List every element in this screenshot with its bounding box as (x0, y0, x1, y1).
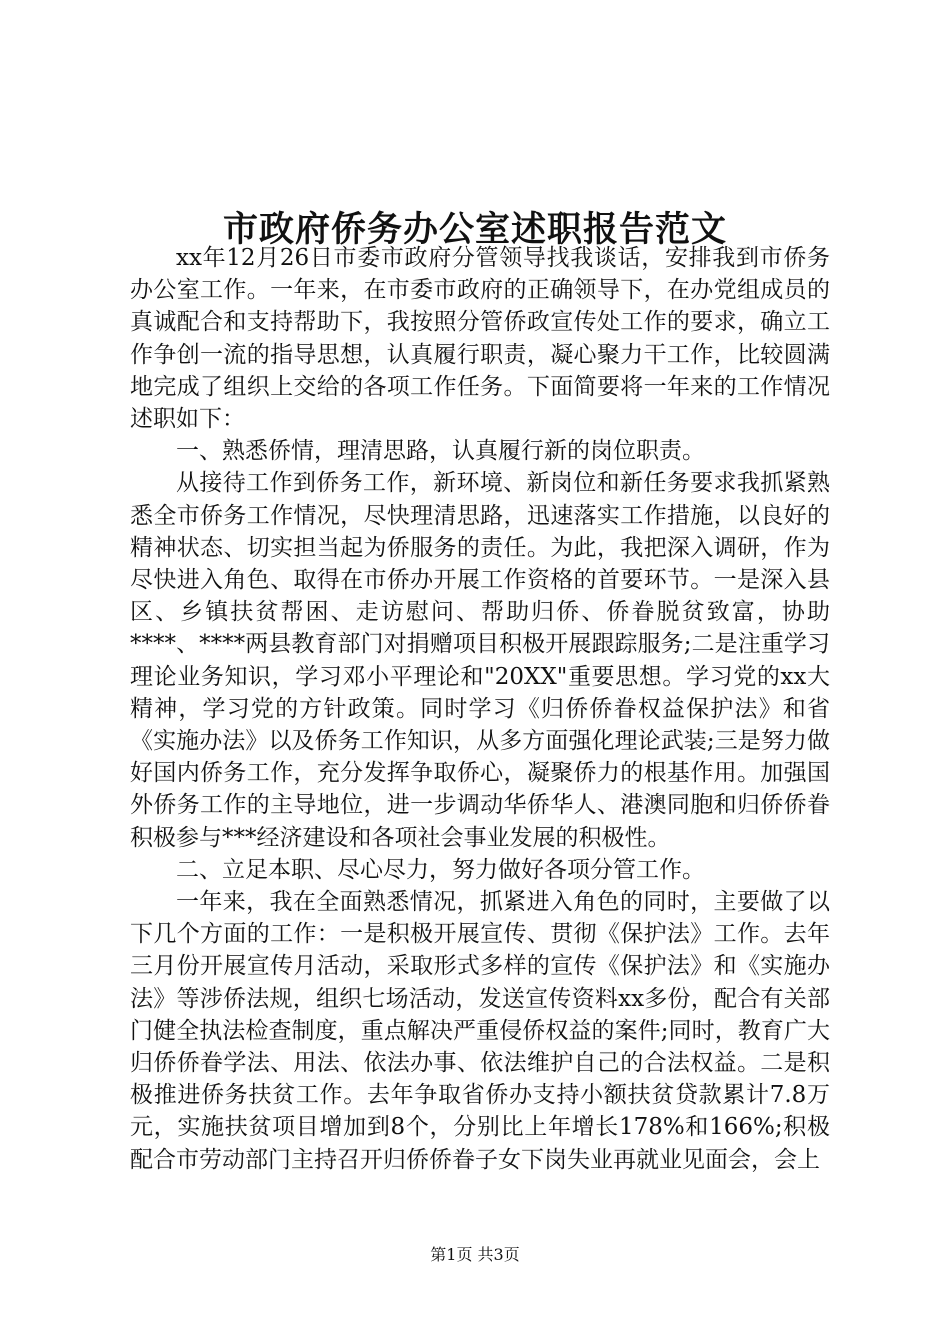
document-title: 市政府侨务办公室述职报告范文 (222, 209, 727, 251)
paragraph-section-1: 从接待工作到侨务工作，新环境、新岗位和新任务要求我抓紧熟悉全市侨务工作情况，尽快理清思路，迅速落实工作措施，以良好的精神状态、切实担当起为侨服务的责任。为此，我把深入调研，作为尽快进入角色、取得在市侨办开展工作资格的首要环节。一是深入县区、乡镇扶贫帮困、走访慰问、帮助归侨、侨眷脱贫致富，协助****、****两县教育部门对捐赠项目积极开展跟踪服务;二是注重学习理论业务知识，学习邓小平理论和"20XX"重要思想。学习党的xx大精神，学习党的方针政策。同时学习《归侨侨眷权益保护法》和省《实施办法》以及侨务工作知识，从多方面强化理论武装;三是努力做好国内侨务工作，充分发挥争取侨心，凝聚侨力的根基作用。加强国外侨务工作的主导地位，进一步调动华侨华人、港澳同胞和归侨侨眷积极参与***经济建设和各项社会事业发展的积极性。 (130, 470, 830, 851)
section-heading-2: 二、立足本职、尽心尽力，努力做好各项分管工作。 (176, 856, 705, 883)
section-heading-1: 一、熟悉侨情，理清思路，认真履行新的岗位职责。 (176, 438, 705, 465)
paragraph-intro: xx年12月26日市委市政府分管领导找我谈话，安排我到市侨务办公室工作。一年来，在市委市政府的正确领导下，在办党组成员的真诚配合和支持帮助下，我按照分管侨政宣传处工作的要求，确立工作争创一流的指导思想，认真履行职责，凝心聚力干工作，比较圆满地完成了组织上交给的各项工作任务。下面简要将一年来的工作情况述职如下： (130, 245, 830, 433)
document-body (130, 242, 830, 1176)
page-footer: 第1页 共3页 (430, 1245, 520, 1264)
paragraph-section-2: 一年来，我在全面熟悉情况，抓紧进入角色的同时，主要做了以下几个方面的工作：一是积极开展宣传、贯彻《保护法》工作。去年三月份开展宣传月活动，采取形式多样的宣传《保护法》和《实施办法》等涉侨法规，组织七场活动，发送宣传资料xx多份，配合有关部门健全执法检查制度，重点解决严重侵侨权益的案件;同时，教育广大归侨侨眷学法、用法、依法办事、依法维护自己的合法权益。二是积极推进侨务扶贫工作。去年争取省侨办支持小额扶贫贷款累计7.8万元，实施扶贫项目增加到8个，分别比上年增长178%和166%;积极配合市劳动部门主持召开归侨侨眷子女下岗失业再就业见面会，会上 (130, 889, 830, 1173)
